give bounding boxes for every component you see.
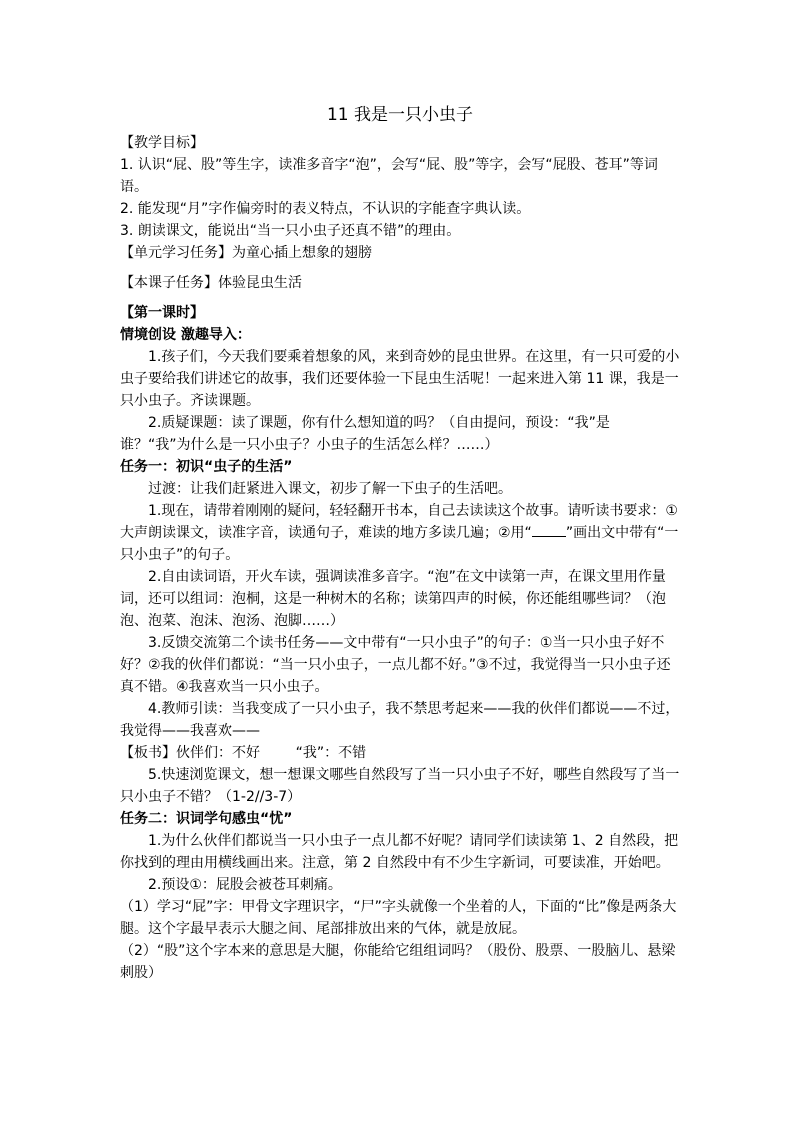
task2-sub-2: （2）“股”这个字本来的意思是大腿，你能给它组组词吗？（股份、股票、一股脑儿、悬梁刺股） [120, 943, 676, 981]
task2-paragraph-1: 1.为什么伙伴们都说当一只小虫子一点儿都不好呢？请同学们读读第 1、2 自然段，把你找到的理由用横线画出来。注意，第 2 自然段中有不少生字新词，可要读准，开始吧。 [120, 833, 679, 871]
goals-heading: 【教学目标】 [120, 135, 204, 151]
document-page [120, 104, 680, 984]
underline-blank [532, 522, 566, 537]
board-label: 【板书】 [120, 745, 176, 761]
intro-heading: 情境创设 激趣导入： [120, 327, 251, 343]
task1-paragraph-4: 4.教师引读：当我变成了一只小虫子，我不禁思考起来——我的伙伴们都说——不过，我觉得——我喜欢—— [120, 701, 680, 739]
goal-item-1: 1. 认识“屁、股”等生字，读准多音字“泡”，会写“屁、股”等字，会写“屁股、苍耳”等词语。 [120, 157, 658, 195]
page-title: 11 我是一只小虫子 [326, 105, 474, 125]
unit-task: 【单元学习任务】为童心插上想象的翅膀 [120, 245, 372, 261]
task1-transition: 过渡：让我们赶紧进入课文，初步了解一下虫子的生活吧。 [148, 481, 512, 497]
task1-paragraph-3: 3.反馈交流第二个读书任务——文中带有“一只小虫子”的句子：①当一只小虫子好不好？②我的伙伴们都说：“当一只小虫子，一点儿都不好。”③不过，我觉得当一只小虫子还真不错。④我喜欢当一只小虫子。 [120, 635, 671, 695]
task1-paragraph-1 [120, 500, 680, 566]
task1-paragraph-1-b: ”画出文中带有“一只小虫子”的句子。 [120, 525, 679, 563]
intro-paragraph-1: 1.孩子们，今天我们要乘着想象的风，来到奇妙的昆虫世界。在这里，有一只可爱的小虫子要给我们讲述它的故事，我们还要体验一下昆虫生活呢！一起来进入第 11 课，我是一只小虫子。齐读课题。 [120, 349, 680, 409]
task2-sub-1: （1）学习“屁”字：甲骨文字理识字，“尸”字头就像一个坐着的人，下面的“比”像是两条大腿。这个字最早表示大腿之间、尾部排放出来的气体，就是放屁。 [120, 899, 677, 937]
goal-item-2: 2. 能发现“月”字作偏旁时的表义特点，不认识的字能查字典认读。 [120, 201, 531, 217]
intro-paragraph-2: 2.质疑课题：读了课题，你有什么想知道的吗？（自由提问，预设：“我”是谁？“我”为什么是一只小虫子？小虫子的生活怎么样？……） [120, 415, 610, 453]
task1-paragraph-1-a: 1.现在，请带着刚刚的疑问，轻轻翻开书本，自己去读读这个故事。请听读书要求：①大声朗读课文，读准字音，读通句子，难读的地方多读几遍；②用“ [120, 503, 678, 541]
task1-heading: 任务一：初识“虫子的生活” [120, 459, 293, 475]
task2-heading: 任务二：识词学句感虫“忧” [120, 811, 293, 827]
board-notes [120, 742, 680, 764]
task2-paragraph-2: 2.预设①：屁股会被苍耳刺痛。 [148, 877, 342, 893]
task1-paragraph-2: 2.自由读词语，开火车读，强调读准多音字。“泡”在文中读第一声，在课文里用作量词，还可以组词：泡桐，这是一种树木的名称；读第四声的时候，你还能组哪些词？（泡泡、泡菜、泡沫、泡汤、泡脚……） [120, 569, 666, 629]
period-heading: 【第一课时】 [120, 305, 204, 321]
board-text: 伙伴们：不好 “我”：不错 [176, 745, 367, 761]
goal-item-3: 3. 朗读课文，能说出“当一只小虫子还真不错”的理由。 [120, 223, 461, 239]
task1-paragraph-5: 5.快速浏览课文，想一想课文哪些自然段写了当一只小虫子不好，哪些自然段写了当一只小虫子不错？（1-2//3-7） [120, 767, 680, 805]
lesson-task: 【本课子任务】体验昆虫生活 [120, 275, 302, 291]
